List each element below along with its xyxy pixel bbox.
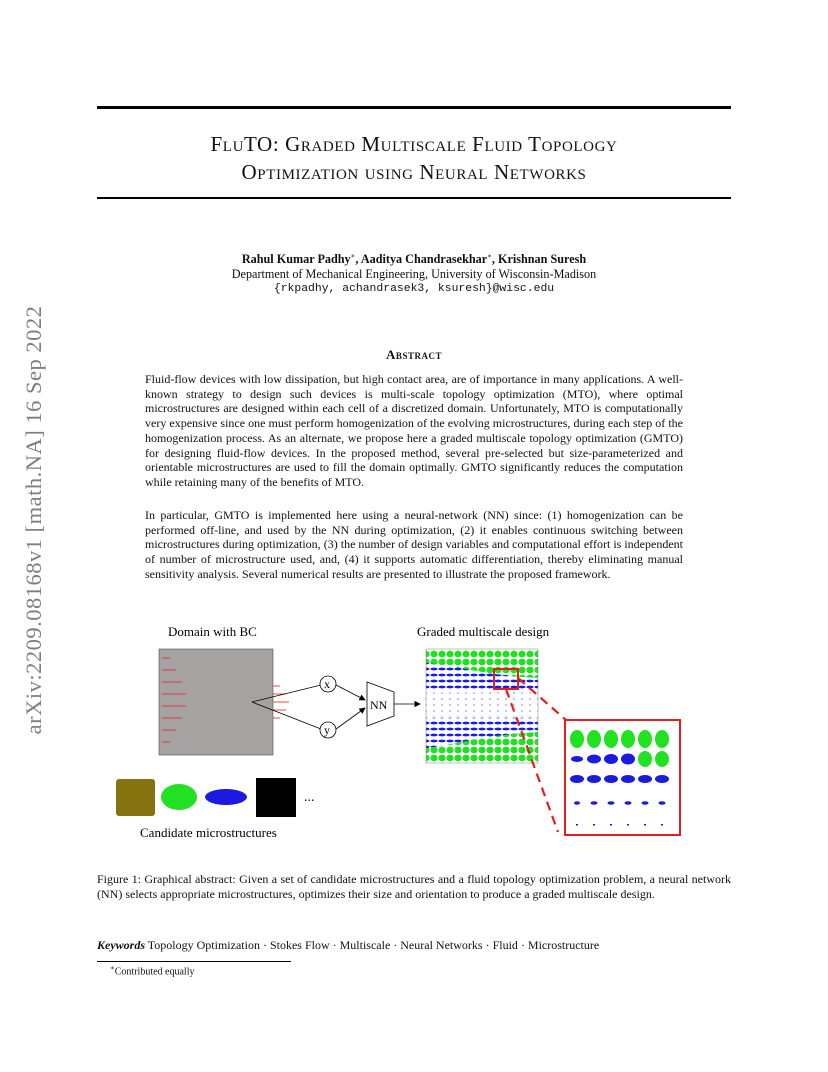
input-node-y-label: y xyxy=(324,723,330,737)
abstract-paragraph-2: In particular, GMTO is implemented here using a neural-network (NN) since: (1) homogenization can be performed off-line, and used by the NN during optimization, (2) it enables continuous switching between microstructures during optimization, (3) the number of design variables and computational effort is independent of number of microstructure used, and, (4) it supports automatic differentiation, thereby eliminating manual sensitivity analysis. Several numerical results are presented to illustrate the proposed framework. xyxy=(145,508,683,581)
top-rule xyxy=(97,106,731,109)
arxiv-identifier: arXiv:2209.08168v1 [math.NA] 16 Sep 2022 xyxy=(21,305,46,735)
candidates-label: Candidate microstructures xyxy=(140,825,277,840)
candidate-black-square xyxy=(256,778,296,817)
network-connections xyxy=(252,685,420,729)
author-block xyxy=(97,249,731,297)
equal-contribution-mark: ∗ xyxy=(487,252,492,260)
author-padhy: Rahul Kumar Padhy xyxy=(241,252,351,267)
footnote-rule xyxy=(97,961,291,962)
more-candidates-ellipsis: ... xyxy=(304,790,315,805)
zoomed-microstructures xyxy=(565,720,680,835)
abstract-paragraph-1: Fluid-flow devices with low dissipation, but high contact area, are of importance in many applications. A well-known strategy to design such devices is multi-scale topology optimization (MTO), where optimal microstructures are designed within each cell of a discretized domain. Unfortunately, MTO is computationally very expensive since one must perform homogenization of the evolving microstructures, during each step of the homogenization process. As an alternate, we propose here a graded multiscale topology optimization (GMTO) for designing fluid-flow devices. In the proposed method, several pre-selected but size-parameterized and orientable microstructures are used to fill the domain optimally. GMTO significantly reduces the computation while retaining many of the benefits of MTO. xyxy=(145,372,683,489)
graphical-abstract-figure xyxy=(110,618,710,850)
paper-title xyxy=(97,130,731,186)
footnote-mark: ∗ xyxy=(110,964,115,972)
candidate-olive-square xyxy=(116,779,155,816)
candidate-blue-ellipse xyxy=(205,789,247,805)
equal-contribution-mark: ∗ xyxy=(350,252,356,260)
keywords-label: Keywords xyxy=(97,938,145,952)
abstract-heading: Abstract xyxy=(386,347,442,362)
neural-network-label: NN xyxy=(370,698,388,712)
footnote-text: Contributed equally xyxy=(114,966,195,978)
title-line-1: FluTO: Graded Multiscale Fluid Topology xyxy=(210,132,618,156)
keywords-list: Topology Optimization · Stokes Flow · Multiscale · Neural Networks · Fluid · Microstructure xyxy=(147,938,600,952)
author-chandrasekhar: , Aaditya Chandrasekhar xyxy=(355,252,488,267)
input-node-x-label: x xyxy=(324,677,330,691)
domain-label: Domain with BC xyxy=(168,624,257,639)
author-names xyxy=(97,249,731,267)
graded-design-label: Graded multiscale design xyxy=(417,624,550,639)
graded-design-map xyxy=(426,649,538,763)
design-domain xyxy=(159,649,273,755)
author-emails[interactable]: {rkpadhy, achandrasek3, ksuresh}@wisc.edu xyxy=(273,283,555,296)
candidate-green-ellipse xyxy=(161,784,197,810)
author-suresh: , Krishnan Suresh xyxy=(491,252,587,267)
bottom-title-rule xyxy=(97,197,731,199)
title-line-2: Optimization using Neural Networks xyxy=(241,160,587,184)
footnote xyxy=(110,964,194,977)
figure-caption: Figure 1: Graphical abstract: Given a set of candidate microstructures and a fluid topology optimization problem, a neural network (NN) selects appropriate microstructures, optimizes their size and orientation to produce a graded multiscale design. xyxy=(97,872,731,901)
affiliation: Department of Mechanical Engineering, University of Wisconsin-Madison xyxy=(231,267,597,282)
keywords-line xyxy=(97,938,599,953)
